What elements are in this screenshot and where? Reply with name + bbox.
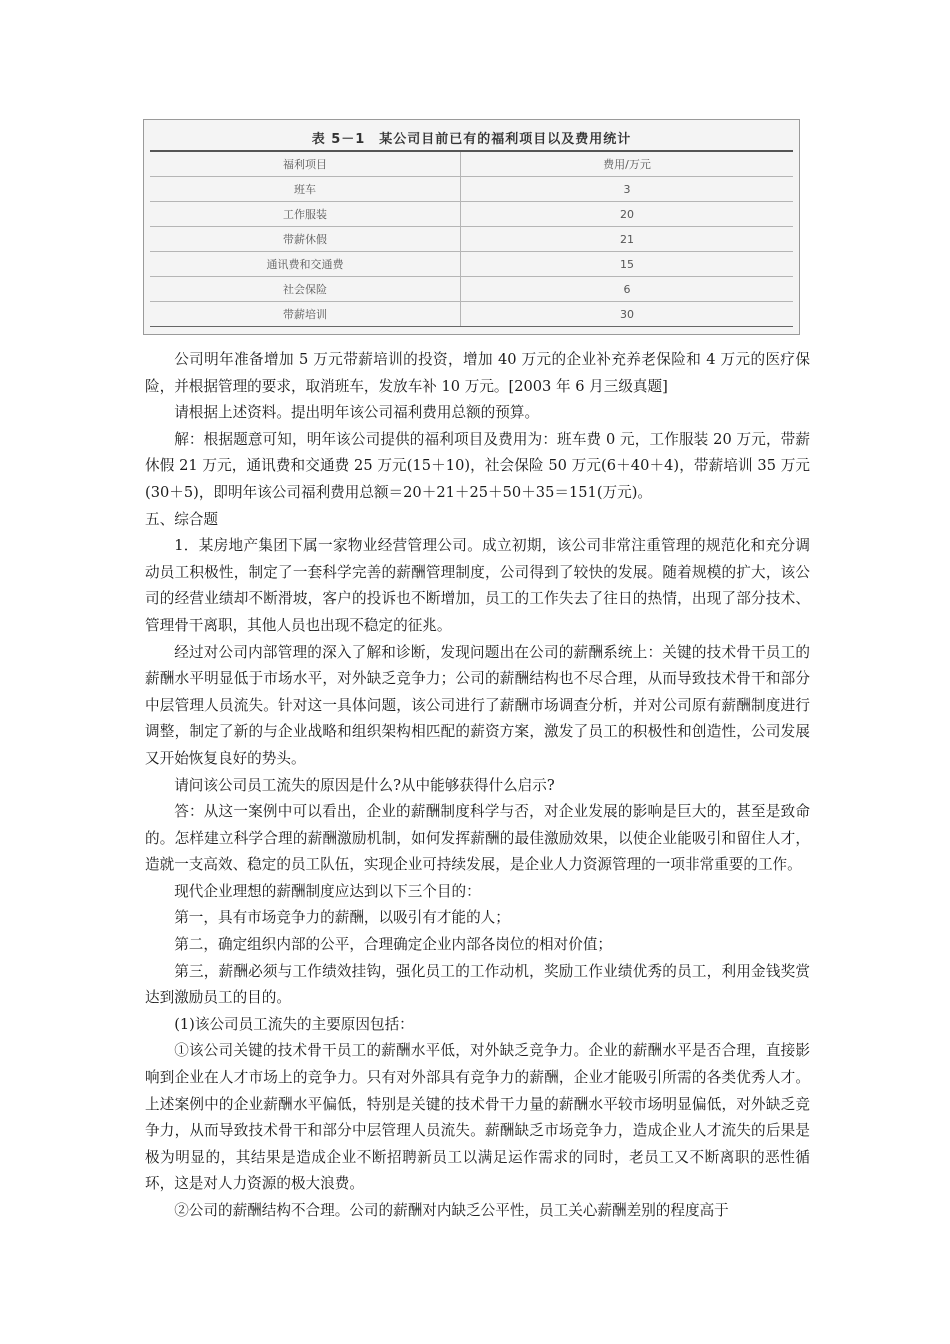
row-item: 带薪培训	[150, 302, 461, 327]
paragraph-question: 请根据上述资料。提出明年该公司福利费用总额的预算。	[174, 404, 540, 422]
paragraph-reason-2: ②公司的薪酬结构不合理。公司的薪酬对内缺乏公平性，员工关心薪酬差别的程度高于	[174, 1202, 729, 1219]
paragraph-case: 1．某房地产集团下属一家物业经营管理公司。成立初期，该公司非常注重管理的规范化和充分调动员工积极性，制定了一套科学完善的薪酬管理制度，公司得到了较快的发展。随着规模的扩大，该公司的经营业绩却不断滑坡，客户的投诉也不断增加，员工的工作失去了往日的热情，出现了部分技术、管理骨干离职，其他人员也出现不稳定的征兆。	[145, 537, 810, 634]
row-cost: 3	[461, 177, 794, 202]
row-item: 带薪休假	[150, 227, 461, 252]
table-row	[150, 202, 793, 227]
paragraph-case-question: 请问该公司员工流失的原因是什么?从中能够获得什么启示?	[174, 776, 555, 794]
paragraph-reason-1: ①该公司关键的技术骨干员工的薪酬水平低，对外缺乏竞争力。企业的薪酬水平是否合理，直接影响到企业在人才市场上的竞争力。只有对外部具有竞争力的薪酬，企业才能吸引所需的各类优秀人才。上述案例中的企业薪酬水平偏低，特别是关键的技术骨干力量的薪酬水平较市场明显偏低，对外缺乏竞争力，从而导致技术骨干和部分中层管理人员流失。薪酬缺乏市场竞争力，造成企业人才流失的后果是极为明显的，其结果是造成企业不断招聘新员工以满足运作需求的同时，老员工又不断离职的恶性循环，这是对人力资源的极大浪费。	[145, 1042, 810, 1193]
paragraph-investment-plan: 公司明年准备增加 5 万元带薪培训的投资，增加 40 万元的企业补充养老保险和 4 万元的医疗保险，并根据管理的要求，取消班车，发放车补 10 万元。[2003 年 6 月三级真题]	[145, 351, 810, 395]
table-row	[150, 302, 793, 327]
table-row	[150, 277, 793, 302]
paragraph-goal-2: 第二，确定组织内部的公平，合理确定企业内部各岗位的相对价值；	[174, 936, 613, 954]
paragraph-goal-3: 第三，薪酬必须与工作绩效挂钩，强化员工的工作动机，奖励工作业绩优秀的员工，利用金钱奖赏达到激励员工的目的。	[145, 962, 810, 1007]
paragraph-answer: 答：从这一案例中可以看出，企业的薪酬制度科学与否，对企业发展的影响是巨大的，甚至是致命的。怎样建立科学合理的薪酬激励机制，如何发挥薪酬的最佳激励效果，以使企业能吸引和留住人才，造就一支高效、稳定的员工队伍，实现企业可持续发展，是企业人力资源管理的一项非常重要的工作。	[145, 803, 810, 874]
row-cost: 30	[461, 302, 794, 327]
paragraph-reasons-intro: (1)该公司员工流失的主要原因包括：	[174, 1015, 414, 1033]
row-cost: 15	[461, 252, 794, 277]
paragraph-goal-1: 第一，具有市场竞争力的薪酬，以吸引有才能的人；	[174, 909, 510, 927]
benefits-table-figure	[143, 119, 800, 335]
row-item: 社会保险	[150, 277, 461, 302]
table-title: 表 5－1 某公司目前已有的福利项目以及费用统计	[311, 132, 632, 147]
row-cost: 6	[461, 277, 794, 302]
row-cost: 21	[461, 227, 794, 252]
body-text	[145, 347, 810, 1225]
section-heading: 五、综合题	[145, 510, 218, 528]
table-row	[150, 177, 793, 202]
row-item: 通讯费和交通费	[150, 252, 461, 277]
header-item: 福利项目	[150, 152, 461, 177]
table-row	[150, 252, 793, 277]
paragraph-solution: 解：根据题意可知，明年该公司提供的福利项目及费用为：班车费 0 元，工作服装 20 万元，带薪休假 21 万元，通讯费和交通费 25 万元(15＋10)，社会保险 50 万元(6＋40＋4)，带薪培训 35 万元(30＋5)，即明年该公司福利费用总额＝20＋21＋25＋50＋35＝151(万元)。	[145, 430, 810, 501]
table-row	[150, 227, 793, 252]
benefits-table	[150, 152, 793, 327]
row-item: 工作服装	[150, 202, 461, 227]
paragraph-goals-intro: 现代企业理想的薪酬制度应达到以下三个目的：	[174, 882, 481, 900]
row-cost: 20	[461, 202, 794, 227]
paragraph-diagnosis: 经过对公司内部管理的深入了解和诊断，发现问题出在公司的薪酬系统上：关键的技术骨干员工的薪酬水平明显低于市场水平，对外缺乏竞争力；公司的薪酬结构也不尽合理，从而导致技术骨干和部分中层管理人员流失。针对这一具体问题，该公司进行了薪酬市场调查分析，并对公司原有薪酬制度进行调整，制定了新的与企业战略和组织架构相匹配的薪资方案，激发了员工的积极性和创造性，公司发展又开始恢复良好的势头。	[145, 643, 810, 767]
table-header-row	[150, 152, 793, 177]
header-cost: 费用/万元	[461, 152, 794, 177]
row-item: 班车	[150, 177, 461, 202]
